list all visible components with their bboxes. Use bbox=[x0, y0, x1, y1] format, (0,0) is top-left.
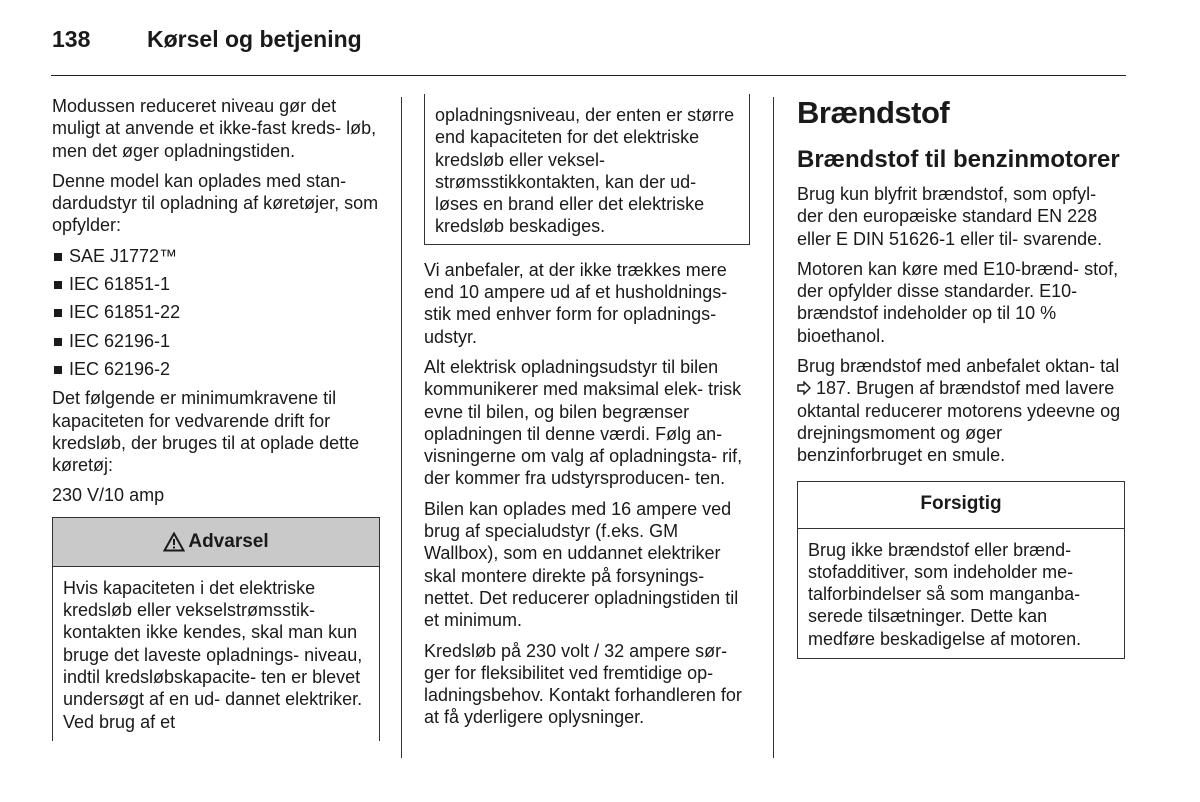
standard-item: IEC 62196-1 bbox=[52, 330, 382, 352]
page-reference-arrow-icon bbox=[797, 381, 811, 395]
warning-text: Hvis kapaciteten i det elektriske kredsløb eller vekselstrømsstik- kontakten ikke kendes, skal man kun bruge det laveste opladnings- niveau, indtil kredsløbskapacite- ten er blevet undersøgt af en ud- dannet elektriker. Ved brug af et bbox=[63, 577, 363, 732]
standard-item: SAE J1772™ bbox=[52, 245, 382, 267]
col2-paragraph-1: Vi anbefaler, at der ikke trækkes mere end 10 ampere ud af et husholdnings- stik med enhver form for opladnings- udstyr. bbox=[424, 259, 728, 347]
col3-paragraph-3 bbox=[797, 355, 1127, 466]
section-heading: Brændstof bbox=[797, 95, 950, 130]
col3-paragraph-2: Motoren kan køre med E10-brænd- stof, der opfylder disse standarder. E10-brændstof indeholder op til 10 % bioethanol. bbox=[797, 258, 1119, 346]
warning-continued-box bbox=[424, 94, 750, 245]
col3-paragraph-1: Brug kun blyfrit brændstof, som opfyl- der den europæiske standard EN 228 eller E DIN 51626-1 eller til- svarende. bbox=[797, 184, 1103, 249]
warning-continued-text: opladningsniveau, der enten er større end kapaciteten for det elektriske kredsløb eller veksel- strømsstikkontakten, kan der ud- løses en brand eller det elektriske kredsløb beskadiges. bbox=[435, 105, 735, 237]
col2-paragraph-2: Alt elektrisk opladningsudstyr til bilen kommunikerer med maksimal elek- trisk evne til bilen, og bilen begrænser opladningen til denne værdi. Følg an- visningerne om valg af opladningsta- rif, der kommer fra udstyrsproducen- ten. bbox=[424, 356, 743, 489]
column-divider-2 bbox=[773, 97, 774, 758]
column-3 bbox=[797, 95, 1127, 659]
standards-list bbox=[52, 245, 382, 380]
caution-header bbox=[798, 482, 1124, 529]
warning-triangle-icon bbox=[163, 532, 185, 552]
column-1 bbox=[52, 95, 382, 741]
column-2 bbox=[424, 95, 754, 737]
standard-item: IEC 61851-1 bbox=[52, 273, 382, 295]
warning-header bbox=[53, 518, 379, 567]
page-title: Kørsel og betjening bbox=[147, 26, 362, 52]
page-reference-link[interactable]: 187 bbox=[816, 378, 847, 399]
warning-title: Advarsel bbox=[188, 530, 269, 552]
warning-box bbox=[52, 517, 380, 741]
section-subheading: Brændstof til benzinmotorer bbox=[797, 146, 1120, 173]
octane-text-end: . Brugen af brændstof med lavere oktantal reducerer motorens ydeevne og drejningsmoment og øger benzinforbruget en smule. bbox=[797, 378, 1121, 466]
col1-paragraph-3: Det følgende er minimumkravene til kapaciteten for vedvarende drift for kredsløb, der bruges til at oplade dette køretøj: bbox=[52, 388, 360, 476]
column-divider-1 bbox=[401, 97, 402, 758]
caution-title: Forsigtig bbox=[920, 493, 1002, 515]
col2-paragraph-3: Bilen kan oplades med 16 ampere ved brug af specialudstyr (f.eks. GM Wallbox), som en uddannet elektriker skal montere direkte på forsynings- nettet. Det reducerer opladningstiden til et minimum. bbox=[424, 498, 739, 631]
standard-item: IEC 62196-2 bbox=[52, 358, 382, 380]
caution-box bbox=[797, 481, 1125, 659]
col1-paragraph-4: 230 V/10 amp bbox=[52, 485, 165, 506]
standard-item: IEC 61851-22 bbox=[52, 301, 382, 323]
header-divider bbox=[51, 75, 1126, 76]
col2-paragraph-4: Kredsløb på 230 volt / 32 ampere sør- ger for fleksibilitet ved fremtidige op- ladningsbehov. Kontakt forhandleren for at få yderligere oplysninger. bbox=[424, 640, 742, 728]
col1-paragraph-1: Modussen reduceret niveau gør det muligt at anvende et ikke-fast kreds- løb, men det øger opladningstiden. bbox=[52, 96, 377, 161]
octane-text-start: Brug brændstof med anbefalet oktan- tal bbox=[797, 356, 1120, 377]
col1-paragraph-2: Denne model kan oplades med stan- dardudstyr til opladning af køretøjer, som opfylder: bbox=[52, 170, 379, 236]
caution-text: Brug ikke brændstof eller brænd- stofadditiver, som indeholder me- talforbindelser så som manganba- serede tilsætninger. Dette kan medføre beskadigelse af motoren. bbox=[808, 539, 1082, 649]
page-number: 138 bbox=[52, 26, 91, 52]
